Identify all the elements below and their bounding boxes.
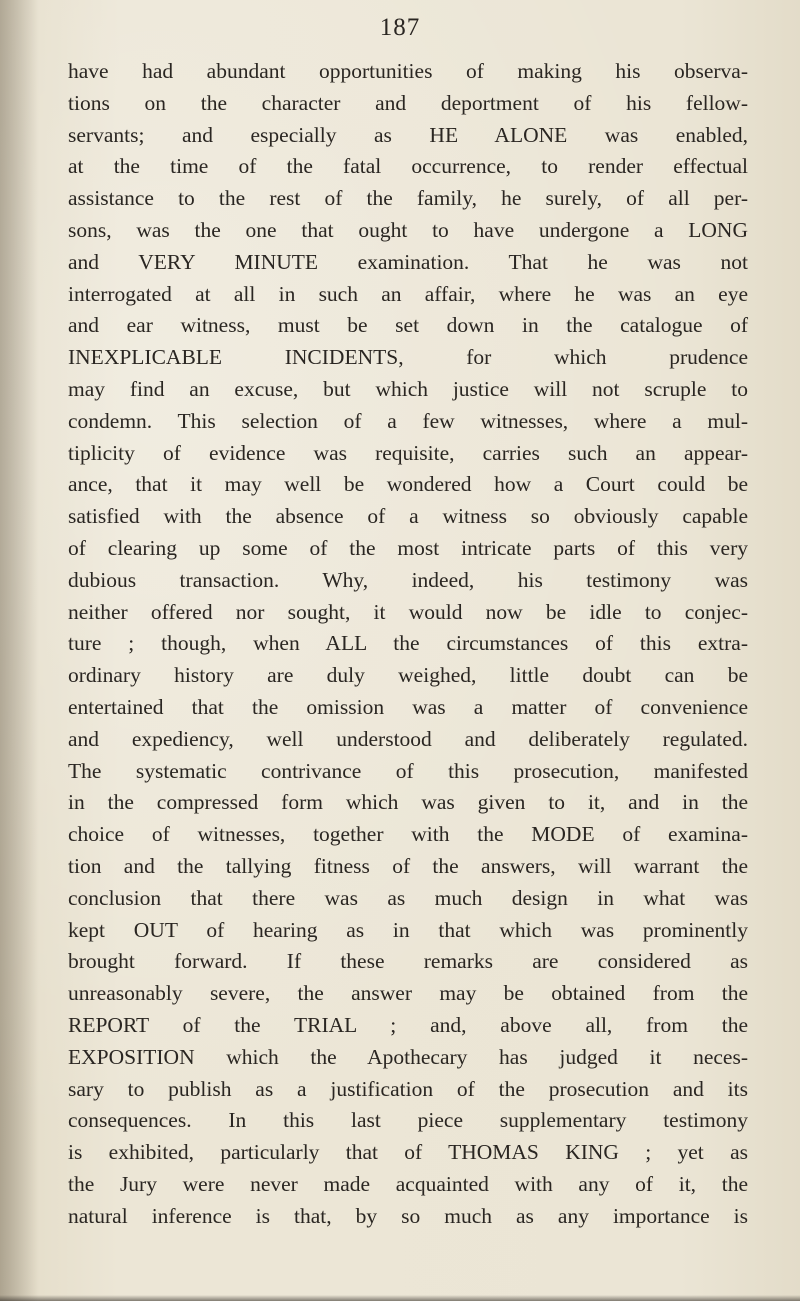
text-line: The systematic contrivance of this prosecution, manifested bbox=[68, 758, 748, 783]
text-line: assistance to the rest of the family, he surely, of all per- bbox=[68, 186, 748, 211]
text-line: unreasonably severe, the answer may be obtained from the bbox=[68, 981, 748, 1006]
text-line: tion and the tallying fitness of the answers, will warrant the bbox=[68, 853, 748, 878]
text-line: tions on the character and deportment of his fellow- bbox=[68, 90, 748, 115]
text-line: tiplicity of evidence was requisite, carries such an appear- bbox=[68, 440, 748, 465]
gutter-shadow bbox=[0, 0, 38, 1301]
text-line: interrogated at all in such an affair, where he was an eye bbox=[68, 281, 748, 306]
text-line: have had abundant opportunities of making his observa- bbox=[68, 59, 748, 83]
text-line: may find an excuse, but which justice will not scruple to bbox=[68, 376, 748, 401]
text-line: condemn. This selection of a few witnesses, where a mul- bbox=[68, 408, 748, 433]
text-line: kept OUT of hearing as in that which was prominently bbox=[68, 917, 748, 942]
text-line: brought forward. If these remarks are considered as bbox=[68, 949, 748, 974]
text-line: at the time of the fatal occurrence, to render effectual bbox=[68, 154, 748, 179]
text-line: and VERY MINUTE examination. That he was not bbox=[68, 249, 748, 274]
text-line: ordinary history are duly weighed, little doubt can be bbox=[68, 663, 748, 688]
page-number: 187 bbox=[379, 14, 421, 41]
text-line: sary to publish as a justification of the prosecution and its bbox=[68, 1076, 748, 1101]
text-line: natural inference is that, by so much as any importance is bbox=[68, 1203, 748, 1228]
text-line: neither offered nor sought, it would now be idle to conjec- bbox=[68, 599, 748, 624]
text-line: REPORT of the TRIAL ; and, above all, from the bbox=[68, 1012, 748, 1037]
text-line: ture ; though, when ALL the circumstances of this extra- bbox=[68, 631, 748, 656]
text-line: servants; and especially as HE ALONE was enabled, bbox=[68, 122, 748, 147]
page-bottom-edge bbox=[0, 1295, 800, 1301]
text-line: and ear witness, must be set down in the catalogue of bbox=[68, 313, 748, 338]
text-line: INEXPLICABLE INCIDENTS, for which prudence bbox=[68, 345, 748, 370]
text-line: of clearing up some of the most intricate parts of this very bbox=[68, 535, 748, 560]
text-line: choice of witnesses, together with the MODE of examina- bbox=[68, 822, 748, 847]
text-line: dubious transaction. Why, indeed, his testimony was bbox=[68, 567, 748, 592]
text-line: and expediency, well understood and deliberately regulated. bbox=[68, 726, 748, 751]
body-text bbox=[68, 56, 748, 1232]
text-line: consequences. In this last piece supplementary testimony bbox=[68, 1108, 748, 1133]
text-line: entertained that the omission was a matter of convenience bbox=[68, 694, 748, 719]
text-line: conclusion that there was as much design in what was bbox=[68, 885, 748, 910]
text-line: ance, that it may well be wondered how a Court could be bbox=[68, 472, 748, 497]
text-line: sons, was the one that ought to have undergone a LONG bbox=[68, 217, 748, 242]
text-line: satisfied with the absence of a witness so obviously capable bbox=[68, 504, 748, 529]
text-line: EXPOSITION which the Apothecary has judged it neces- bbox=[68, 1044, 748, 1069]
text-line: the Jury were never made acquainted with any of it, the bbox=[68, 1171, 748, 1196]
text-line: in the compressed form which was given to it, and in the bbox=[68, 790, 748, 815]
text-line: is exhibited, particularly that of THOMAS KING ; yet as bbox=[68, 1140, 748, 1165]
